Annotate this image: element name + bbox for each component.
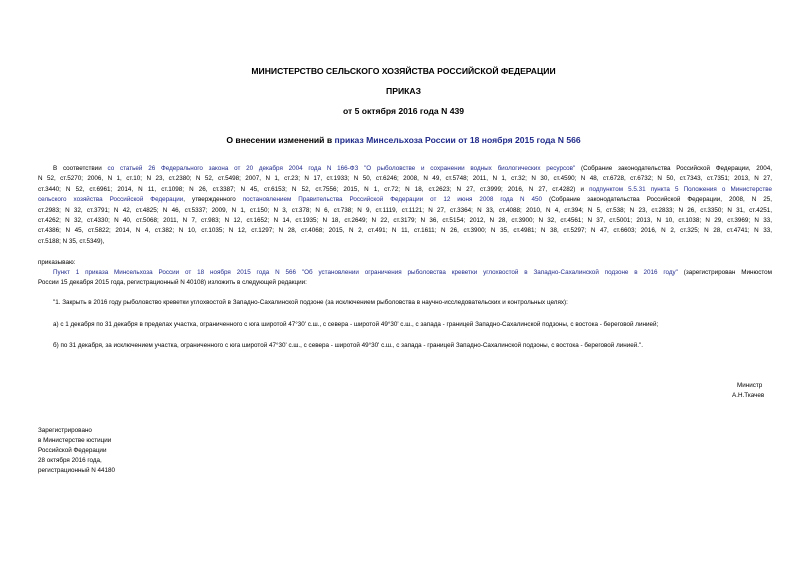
preamble-line-3 bbox=[38, 185, 772, 195]
preamble-line-4 bbox=[38, 195, 772, 205]
doc-type: ПРИКАЗ bbox=[386, 86, 421, 96]
preamble-line-8: ст.5188; N 35, ст.5349), bbox=[38, 237, 105, 245]
subject-order-link[interactable]: приказ Минсельхоза России от 18 ноября 2015 года N 566 bbox=[334, 135, 581, 145]
registration-line-1: Зарегистрировано bbox=[38, 427, 92, 434]
preamble-line-4-tail: (Собрание законодательства Российской Федерации, 2008, N 25, bbox=[542, 196, 772, 204]
registration-line-3: Российской Федерации bbox=[38, 447, 107, 454]
quoted-item-b-text: б) по 31 декабря, за исключением участка, ограниченного с юга широтой 47°30' с.ш., с севера - широтой 49°30' с.ш., с запада - границей Западно-Сахалинской подзоны, с востока - береговой линией.". bbox=[53, 342, 644, 349]
order-line-1 bbox=[38, 268, 772, 278]
quoted-item-1-text: "1. Закрыть в 2016 году рыболовство креветки углохвостой в Западно-Сахалинской подзоне (за исключением рыболовства в научно-исследовательских и контрольных целях): bbox=[53, 299, 568, 306]
order-line-2: России 15 декабря 2015 года, регистрационный N 40108) изложить в следующей редакции: bbox=[38, 279, 307, 287]
regulation-ministry-link[interactable]: сельского хозяйства Российской Федерации bbox=[38, 196, 184, 204]
preamble-line-5: ст.2983; N 32, ст.3791; N 42, ст.4825; N 46, ст.5337; 2009, N 1, ст.150; N 3, ст.378; N 6, ст.738; N 9, ст.1119, ст.1121; N 27, ст.3364; N 33, ст.4088; 2010, N 4, ст.394; N 5, ст.538; N 23, ст.2833; N 26, ст.3350; N 31, ст.4251, bbox=[38, 206, 772, 214]
preamble-line-6: ст.4262; N 32, ст.4330; N 40, ст.5068; 2011, N 7, ст.983; N 12, ст.1652; N 14, ст.1935; N 18, ст.2649; N 22, ст.3179; N 36, ст.5154; 2012, N 28, ст.3900; N 32, ст.4561; N 37, ст.5001; 2013, N 10, ст.1038; N 29, ст.3969; N 33, bbox=[38, 216, 772, 224]
preamble-intro: В соответствии bbox=[53, 165, 108, 172]
quoted-item-1 bbox=[38, 298, 772, 308]
government-decree-link[interactable]: постановлением Правительства Российской Федерации от 12 июня 2008 года N 450 bbox=[242, 196, 543, 204]
preamble-line-1 bbox=[38, 164, 772, 174]
order-clause-1-link[interactable]: Пункт 1 приказа Минсельхоза России от 18 ноября 2015 года N 566 "Об установлении ограничения рыболовства креветки углохвостой в Западно-Сахалинской подзоне в 2016 году" bbox=[53, 269, 678, 276]
preamble-line-1-tail: (Собрание законодательства Российской Федерации, 2004, bbox=[575, 165, 772, 172]
preamble-line-4-mid: , утвержденного bbox=[183, 196, 243, 204]
preamble bbox=[38, 164, 772, 247]
registration-line-2: в Министерстве юстиции bbox=[38, 437, 112, 444]
order-clause-1 bbox=[38, 268, 772, 289]
preamble-line-2: N 52, ст.5270; 2006, N 1, ст.10; N 23, ст.2380; N 52, ст.5498; 2007, N 1, ст.23; N 17, ст.1933; N 50, ст.6246; 2008, N 49, ст.5748; 2011, N 1, ст.32; N 30, ст.4590; N 48, ст.6728, ст.6732; N 50, ст.7343, ст.7351; 2013, N 27, bbox=[38, 175, 772, 183]
law-article-link[interactable]: со статьей 26 Федерального закона от 20 декабря 2004 года N 166-ФЗ "О рыболовстве и сохранении водных биологических ресурсов" bbox=[107, 165, 576, 172]
quoted-item-b bbox=[38, 341, 772, 351]
order-word: приказываю: bbox=[38, 259, 76, 266]
signature-title: Министр bbox=[737, 382, 763, 389]
registration-line-5: регистрационный N 44180 bbox=[38, 467, 116, 474]
ministry-title: МИНИСТЕРСТВО СЕЛЬСКОГО ХОЗЯЙСТВА РОССИЙСКОЙ ФЕДЕРАЦИИ bbox=[251, 66, 556, 76]
preamble-line-7: ст.4386; N 45, ст.5822; 2014, N 4, ст.382; N 10, ст.1035; N 12, ст.1297; N 28, ст.4068; 2015, N 2, ст.491; N 11, ст.1611; N 26, ст.3900; N 35, ст.4981; N 38, ст.5297; N 47, ст.6603; 2016, N 2, ст.325; N 28, ст.4741; N 33, bbox=[38, 227, 772, 235]
signature-name: А.Н.Ткачев bbox=[732, 392, 765, 399]
registration-line-4: 28 октября 2016 года, bbox=[38, 457, 102, 464]
quoted-item-a-text: а) с 1 декабря по 31 декабря в пределах участка, ограниченного с юга широтой 47°30' с.ш., с севера - широтой 49°30' с.ш., с запада - границей Западно-Сахалинской подзоны, с востока - береговой линией; bbox=[53, 321, 659, 328]
quoted-item-a bbox=[38, 320, 772, 330]
order-line-1-tail: (зарегистрирован Минюстом bbox=[677, 269, 772, 276]
doc-date-number: от 5 октября 2016 года N 439 bbox=[342, 106, 465, 116]
order-section bbox=[38, 258, 772, 268]
regulation-subclause-link[interactable]: подпунктом 5.5.31 пункта 5 Положения о Министерстве bbox=[589, 185, 772, 193]
preamble-line-3-text: ст.3440; N 52, ст.6961; 2014, N 11, ст.1098; N 26, ст.3387; N 45, ст.6153; N 52, ст.7556; 2015, N 1, ст.72; N 18, ст.2623; N 27, ст.3999; 2016, N 27, ст.4282) и bbox=[38, 185, 590, 193]
subject-prefix: О внесении изменений в bbox=[226, 135, 335, 145]
doc-subject bbox=[0, 135, 807, 146]
